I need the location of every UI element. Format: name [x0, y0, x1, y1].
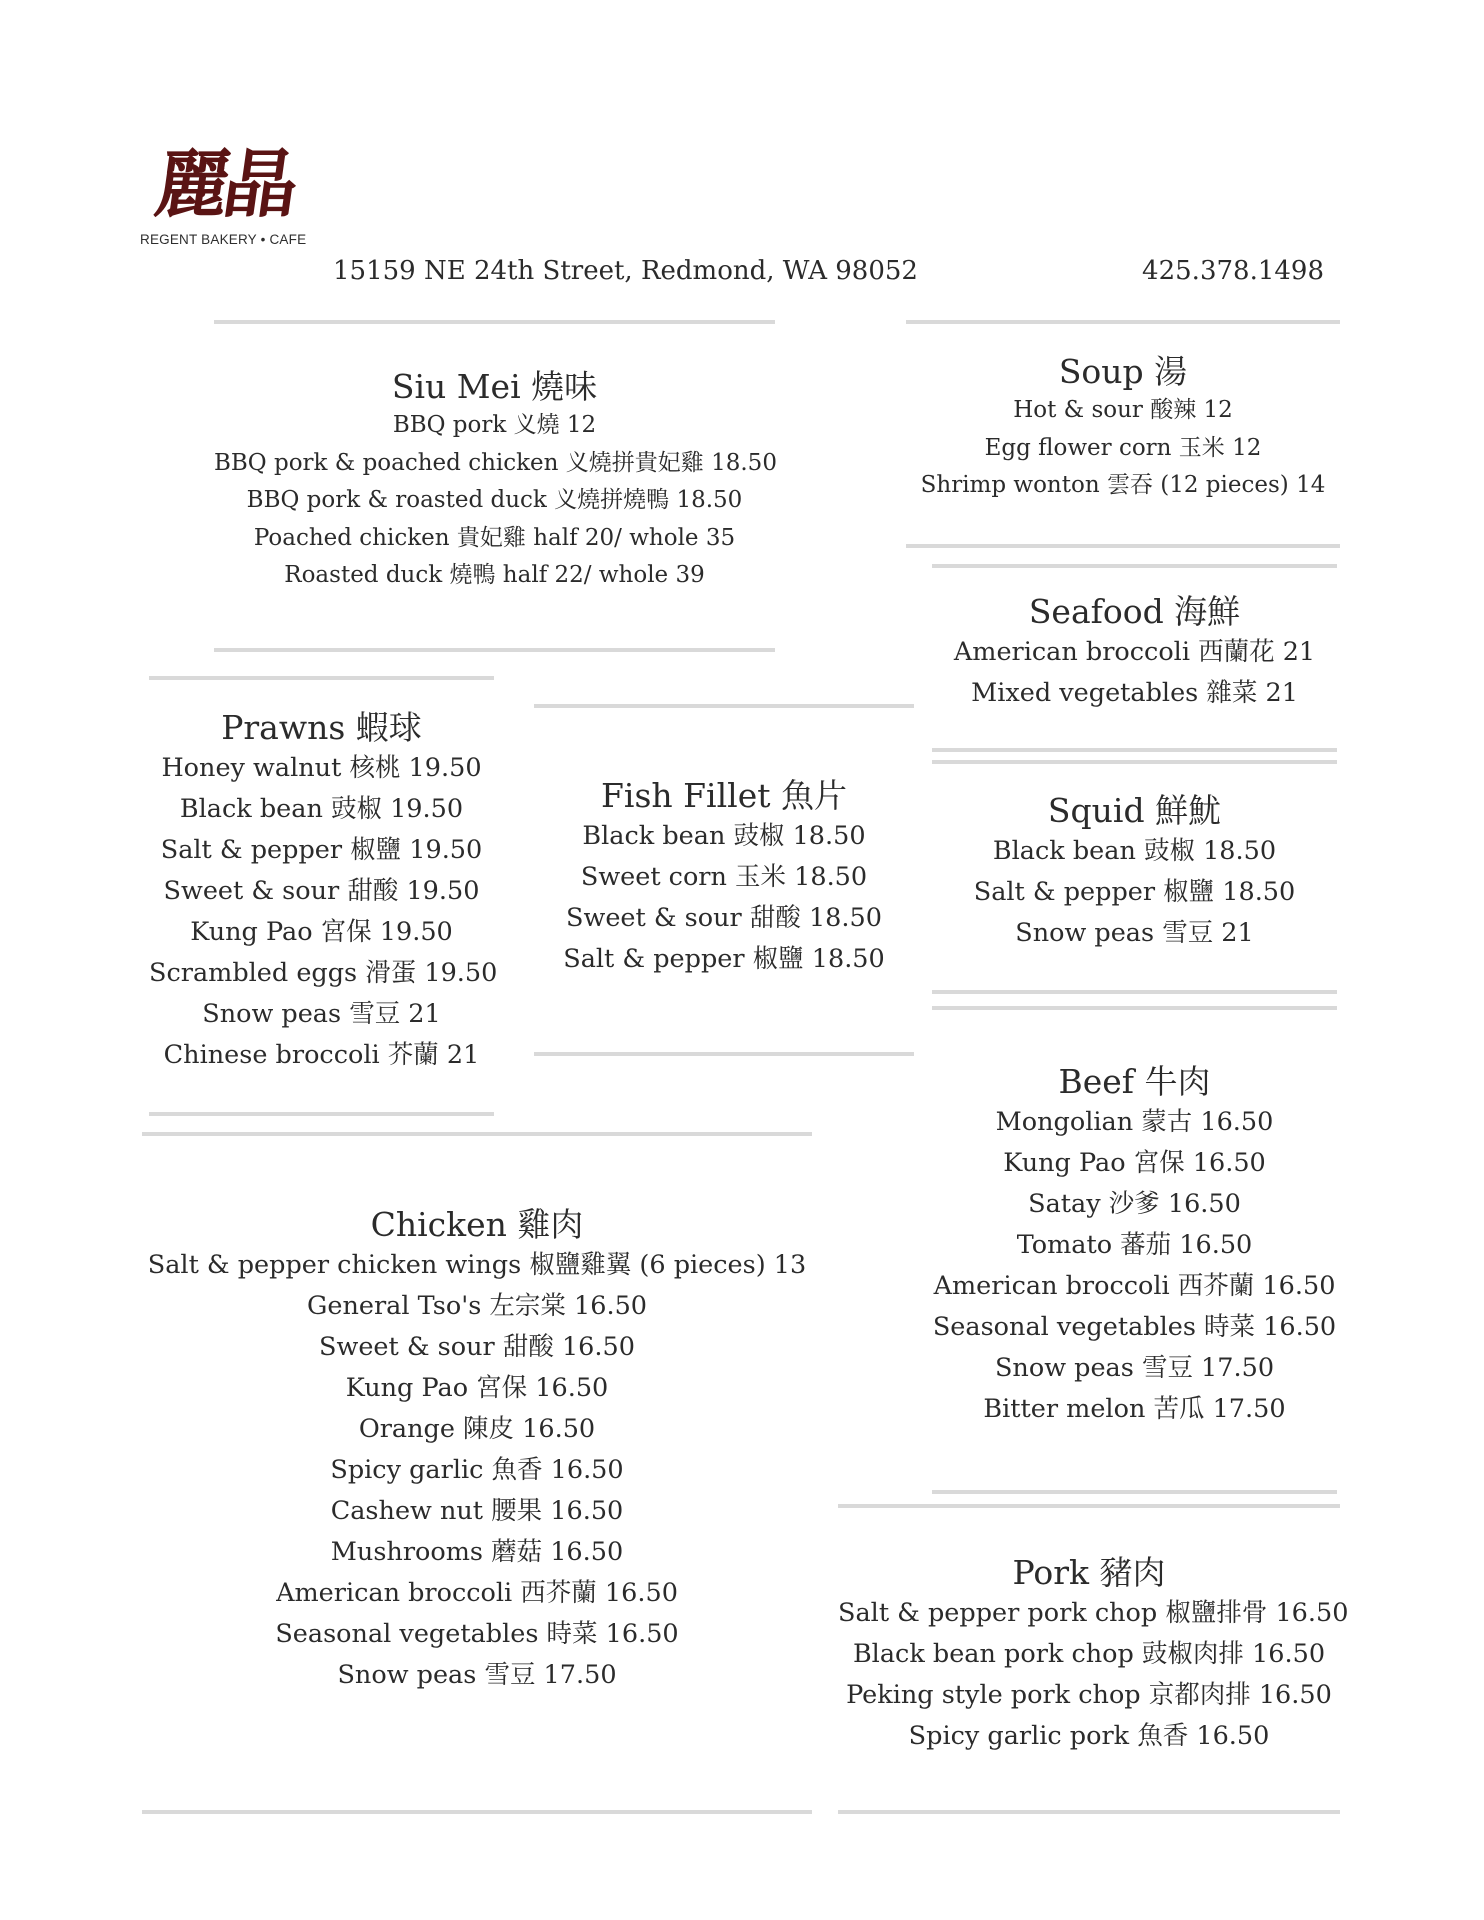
menu-item: BBQ pork & poached chicken 义燒拼貴妃雞 18.50 [214, 449, 777, 476]
divider [838, 1504, 1340, 1508]
divider [838, 1810, 1340, 1814]
menu-item: Seasonal vegetables 時菜 16.50 [932, 1312, 1337, 1343]
menu-item: Bitter melon 苦瓜 17.50 [983, 1394, 1286, 1425]
menu-item-list [932, 831, 1337, 954]
divider [932, 748, 1337, 752]
prawns-section [149, 707, 498, 1076]
divider [906, 320, 1340, 324]
menu-item: Kung Pao 宮保 16.50 [345, 1373, 609, 1404]
menu-item: BBQ pork & roasted duck 义燒拼燒鴨 18.50 [246, 487, 743, 514]
menu-item: Mushrooms 蘑菇 16.50 [330, 1537, 624, 1568]
menu-item: Kung Pao 宮保 16.50 [1003, 1148, 1266, 1179]
menu-item: Chinese broccoli 芥蘭 21 [163, 1040, 480, 1071]
menu-item: Kung Pao 宮保 19.50 [190, 917, 453, 948]
fish-fillet-section [534, 775, 914, 980]
squid-section [932, 790, 1337, 954]
menu-item: Black bean 豉椒 18.50 [992, 836, 1277, 867]
soup-section [906, 351, 1340, 505]
divider [932, 1006, 1337, 1010]
menu-item: Shrimp wonton 雲吞 (12 pieces) 14 [920, 472, 1326, 499]
siu-mei-section [214, 366, 775, 595]
section-title: Chicken 雞肉 [370, 1205, 584, 1244]
menu-item: Scrambled eggs 滑蛋 19.50 [149, 958, 498, 989]
section-title: Prawns 蝦球 [221, 708, 422, 747]
menu-item: General Tso's 左宗棠 16.50 [306, 1291, 648, 1322]
menu-item: Sweet corn 玉米 18.50 [580, 862, 868, 893]
menu-item: Mongolian 蒙古 16.50 [995, 1107, 1274, 1138]
menu-item: Orange 陳皮 16.50 [358, 1414, 596, 1445]
menu-item-list [534, 816, 914, 980]
divider [214, 320, 775, 324]
divider [932, 564, 1337, 568]
menu-item: Spicy garlic pork 魚香 16.50 [908, 1721, 1270, 1752]
menu-item: Snow peas 雪豆 17.50 [337, 1660, 617, 1691]
menu-item: American broccoli 西蘭花 21 [953, 637, 1316, 668]
restaurant-phone: 425.378.1498 [1142, 256, 1324, 286]
menu-item: American broccoli 西芥蘭 16.50 [276, 1578, 678, 1609]
section-title: Pork 豬肉 [1012, 1553, 1166, 1592]
menu-item: Black bean 豉椒 19.50 [179, 794, 464, 825]
menu-item-list [142, 1245, 812, 1696]
menu-item: BBQ pork 义燒 12 [392, 412, 597, 439]
menu-item: Sweet & sour 甜酸 19.50 [163, 876, 480, 907]
section-title: Siu Mei 燒味 [391, 367, 598, 406]
menu-item-list [214, 407, 775, 595]
pork-section [838, 1552, 1349, 1757]
divider [932, 990, 1337, 994]
menu-item-list [838, 1593, 1349, 1757]
menu-item: Sweet & sour 甜酸 16.50 [319, 1332, 635, 1363]
divider [149, 676, 494, 680]
menu-item: Seasonal vegetables 時菜 16.50 [275, 1619, 679, 1650]
section-title: Beef 牛肉 [1058, 1062, 1211, 1101]
logo-subtitle: REGENT BAKERY • CAFE [140, 232, 307, 247]
section-title: Squid 鮮魷 [1047, 791, 1222, 830]
menu-item: Salt & pepper 椒鹽 19.50 [160, 835, 483, 866]
section-title: Seafood 海鮮 [1028, 592, 1241, 631]
menu-item: Hot & sour 酸辣 12 [1013, 397, 1233, 424]
divider [149, 1112, 494, 1116]
section-title: Soup 湯 [1058, 352, 1188, 391]
divider [142, 1810, 812, 1814]
logo-chinese-characters: 麗晶 [149, 142, 299, 228]
divider [906, 544, 1340, 548]
menu-item: Black bean pork chop 豉椒肉排 16.50 [852, 1639, 1326, 1670]
menu-item: Spicy garlic 魚香 16.50 [330, 1455, 624, 1486]
menu-item: American broccoli 西芥蘭 16.50 [933, 1271, 1336, 1302]
menu-item: Mixed vegetables 雜菜 21 [971, 678, 1298, 709]
menu-item: Cashew nut 腰果 16.50 [330, 1496, 624, 1527]
menu-item: Snow peas 雪豆 17.50 [994, 1353, 1275, 1384]
menu-item: Peking style pork chop 京都肉排 16.50 [846, 1680, 1332, 1711]
menu-item: Salt & pepper chicken wings 椒鹽雞翼 (6 pieces) 13 [147, 1250, 807, 1281]
menu-item: Salt & pepper 椒鹽 18.50 [973, 877, 1296, 908]
menu-item-list [932, 632, 1337, 714]
menu-item: Poached chicken 貴妃雞 half 20/ whole 35 [253, 524, 736, 551]
menu-item: Sweet & sour 甜酸 18.50 [566, 903, 882, 934]
menu-item: Black bean 豉椒 18.50 [582, 821, 866, 852]
divider [142, 1132, 812, 1136]
menu-item: Egg flower corn 玉米 12 [984, 434, 1262, 461]
divider [534, 704, 914, 708]
menu-item: Snow peas 雪豆 21 [202, 999, 441, 1030]
menu-item: Snow peas 雪豆 21 [1015, 918, 1254, 949]
divider [534, 1052, 914, 1056]
divider [214, 648, 775, 652]
restaurant-logo [140, 142, 310, 247]
beef-section [932, 1061, 1337, 1430]
menu-item: Salt & pepper pork chop 椒鹽排骨 16.50 [838, 1598, 1349, 1629]
menu-item: Satay 沙爹 16.50 [1028, 1189, 1241, 1220]
seafood-section [932, 591, 1337, 714]
menu-item: Honey walnut 核桃 19.50 [161, 753, 482, 784]
restaurant-address: 15159 NE 24th Street, Redmond, WA 98052 [333, 256, 918, 286]
menu-item: Roasted duck 燒鴨 half 22/ whole 39 [284, 562, 705, 589]
menu-item: Salt & pepper 椒鹽 18.50 [563, 944, 885, 975]
divider [932, 1490, 1337, 1494]
menu-item-list [149, 748, 498, 1076]
menu-item-list [932, 1102, 1337, 1430]
menu-item-list [906, 392, 1340, 505]
menu-item: Tomato 蕃茄 16.50 [1016, 1230, 1253, 1261]
divider [932, 760, 1337, 764]
chicken-section [142, 1204, 812, 1696]
section-title: Fish Fillet 魚片 [601, 776, 847, 815]
